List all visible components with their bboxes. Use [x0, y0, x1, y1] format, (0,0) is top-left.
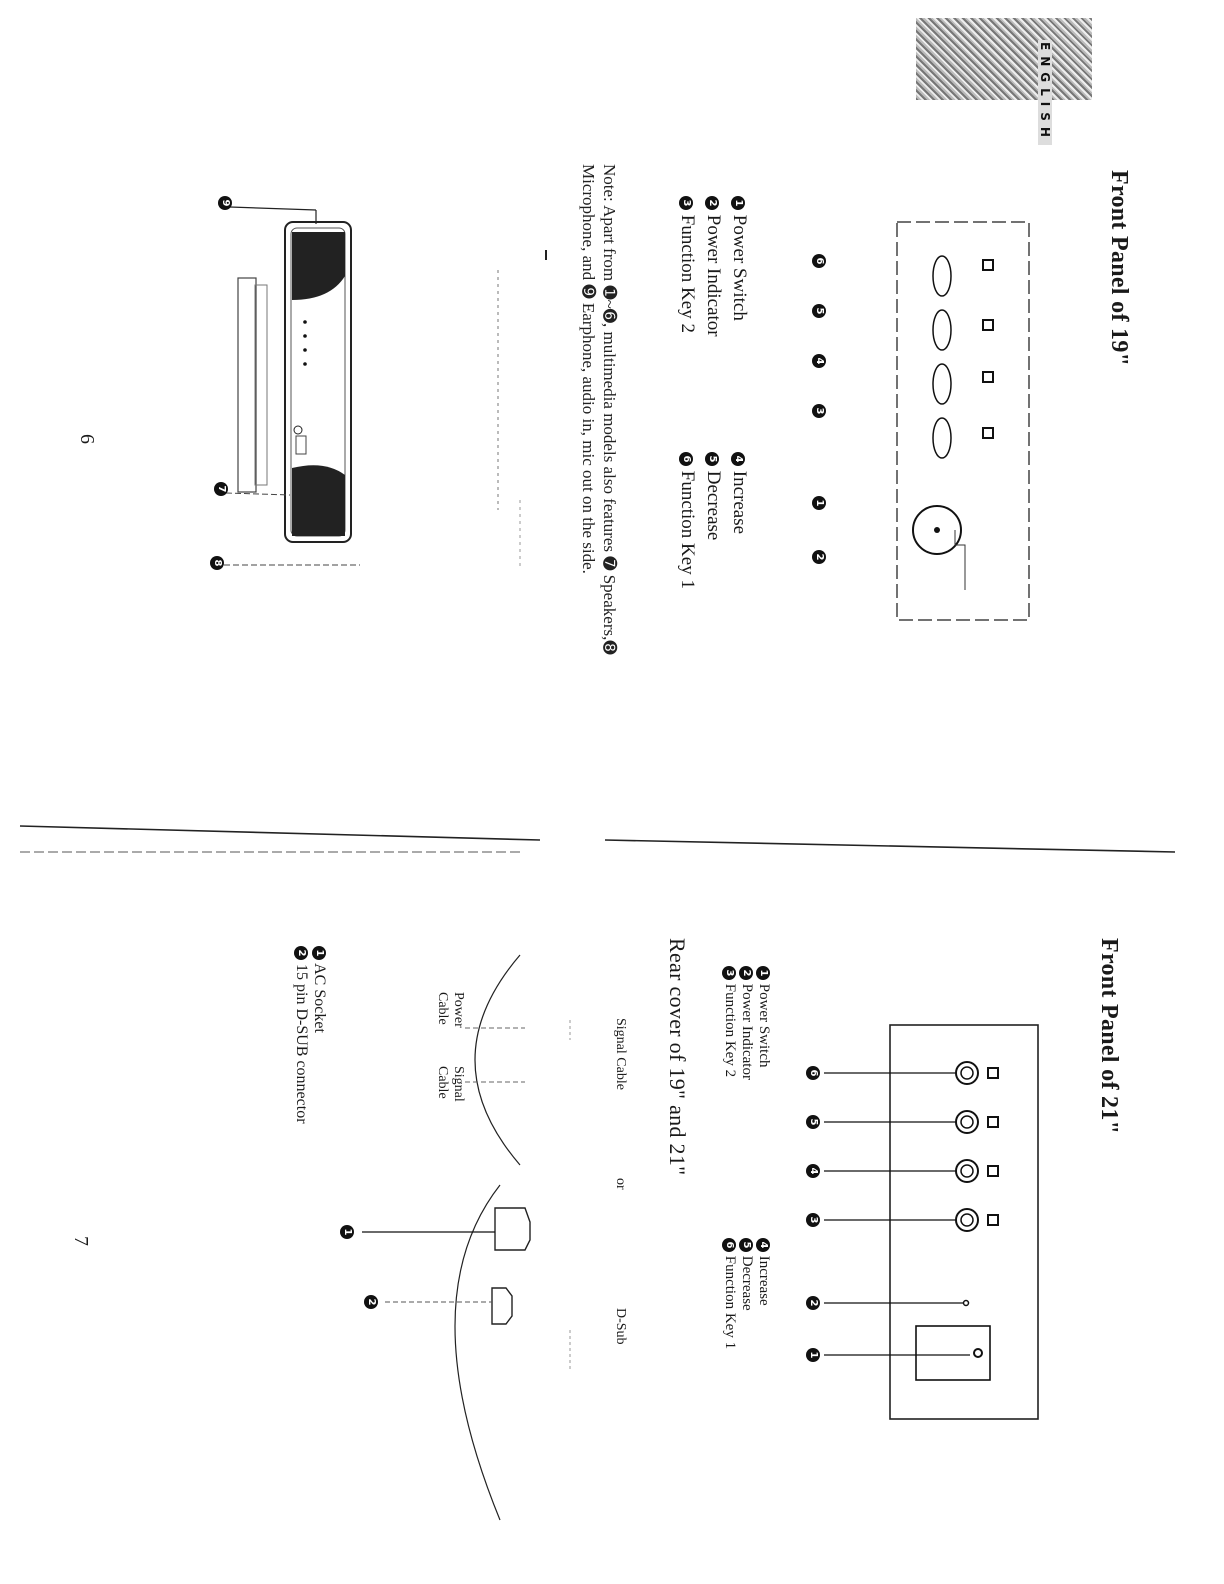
legend-item: Function Key 1 — [722, 1255, 738, 1350]
monitor-stand — [238, 278, 256, 492]
right-speaker — [292, 465, 345, 536]
callout-badge: 6 — [812, 254, 826, 268]
rear-panel-arc — [455, 1185, 500, 1520]
callout-row — [810, 254, 828, 564]
legend-item: Decrease — [739, 1255, 755, 1311]
legend-item: Increase — [729, 470, 750, 535]
front21-power-switch — [916, 1326, 990, 1380]
page-number-right: 7 — [70, 1236, 92, 1246]
callout-9: 9 — [216, 196, 234, 210]
language-tab-label: ENGLISH — [1038, 42, 1052, 143]
callout-4-21: 4 — [804, 1164, 822, 1178]
callout-badge: 3 — [812, 404, 826, 418]
legend-item: Decrease — [703, 470, 724, 541]
signal-cable-label-2: Signal Cable — [435, 1066, 466, 1102]
cable-arc — [475, 955, 520, 1165]
callout-badge: 5 — [812, 304, 826, 318]
rear-legend: 1 AC Socket 2 15 pin D-SUB connector — [292, 946, 328, 1124]
callout-8: 8 — [208, 556, 226, 570]
front21-title: Front Panel of 21" — [1096, 938, 1122, 1135]
callout-badge: 1 — [812, 496, 826, 510]
dsub-connector — [492, 1288, 512, 1324]
front21-button — [956, 1111, 978, 1133]
front19-button — [933, 310, 951, 350]
page-number-left: 6 — [76, 434, 98, 444]
front19-key — [983, 260, 993, 270]
legend-item: Increase — [756, 1255, 772, 1306]
front21-button — [956, 1062, 978, 1084]
legend-item: Power Switch — [729, 214, 750, 321]
legend-item: Function Key 2 — [677, 214, 698, 333]
front21-key — [988, 1068, 998, 1078]
callout-badge: 4 — [812, 354, 826, 368]
front19-legend-right: 4 Increase 5 Decrease 6 Function Key 1 — [674, 452, 752, 589]
legend-item: Power Indicator — [739, 983, 755, 1080]
front19-key — [983, 372, 993, 382]
legend-item: Power Switch — [756, 983, 772, 1068]
front21-button — [956, 1160, 978, 1182]
callout-1-21: 1 — [804, 1348, 822, 1362]
callout-1-rear: 1 — [338, 1225, 356, 1239]
front21-legend-left: 1 Power Switch 2 Power Indicator 3 Function Key 2 — [721, 966, 772, 1080]
front19-key — [983, 428, 993, 438]
or-label: or — [613, 1178, 628, 1190]
dsub-label: D-Sub — [613, 1308, 628, 1345]
front21-legend-right: 4 Increase 5 Decrease 6 Function Key 1 — [721, 1238, 772, 1349]
front21-indicator — [964, 1301, 969, 1306]
front19-legend-left: 1 Power Switch 2 Power Indicator 3 Function Key 2 — [674, 196, 752, 337]
legend-item: Power Indicator — [703, 214, 724, 337]
front21-key — [988, 1117, 998, 1127]
ac-socket — [495, 1208, 530, 1250]
power-cable-label: Power Cable — [435, 992, 466, 1028]
front19-panel — [897, 222, 1029, 620]
front19-note: Note: Apart from ➊~➏, multimedia models also features ➐ Speakers,➑ Microphone, and ➒ Earphone, audio in, mic out on the side. — [579, 164, 619, 655]
front19-key — [983, 320, 993, 330]
front21-button — [956, 1209, 978, 1231]
legend-item: AC Socket — [311, 963, 328, 1033]
signal-cable-label: Signal Cable — [613, 1018, 628, 1090]
legend-item: 15 pin D-SUB connector — [293, 964, 310, 1124]
left-speaker — [292, 232, 345, 300]
callout-3-21: 3 — [804, 1213, 822, 1227]
front21-key — [988, 1166, 998, 1176]
callout-7: 7 — [212, 482, 230, 496]
callout-2-rear: 2 — [362, 1295, 380, 1309]
front19-title: Front Panel of 19" — [1106, 170, 1132, 367]
callout-2-21: 2 — [804, 1296, 822, 1310]
fold-line — [20, 826, 540, 840]
callout-badge: 2 — [812, 550, 826, 564]
legend-item: Function Key 1 — [677, 470, 698, 589]
front19-button — [933, 256, 951, 296]
callout-6-21: 6 — [804, 1066, 822, 1080]
front19-button — [933, 418, 951, 458]
legend-item: Function Key 2 — [722, 983, 738, 1078]
callout-5-21: 5 — [804, 1115, 822, 1129]
rear-title: Rear cover of 19" and 21" — [665, 938, 690, 1176]
front21-key — [988, 1215, 998, 1225]
front19-button — [933, 364, 951, 404]
